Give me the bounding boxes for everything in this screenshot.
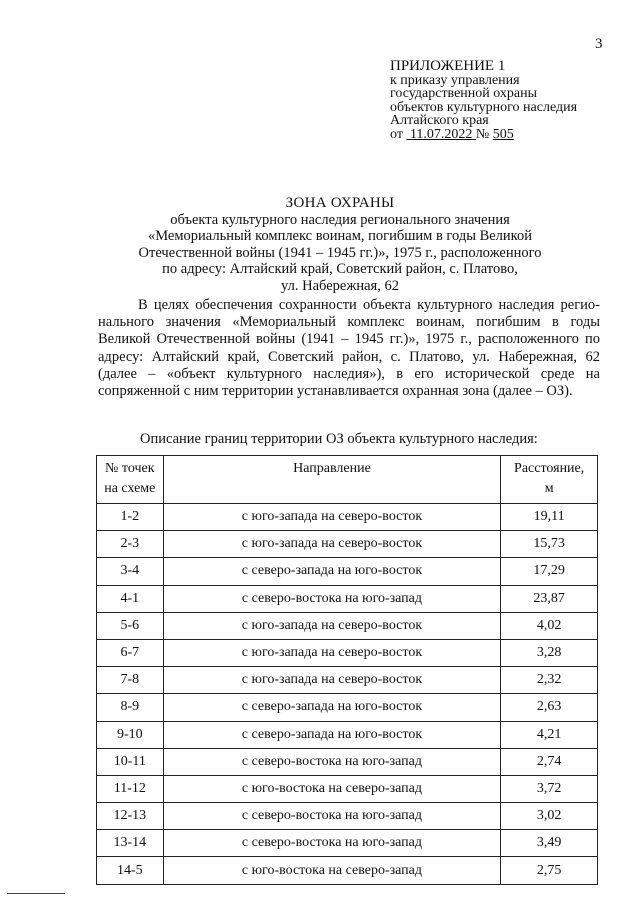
table-row (97, 585, 598, 612)
order-number: 505 (492, 126, 514, 142)
cell-direction: с северо-востока на юго-запад (163, 830, 501, 857)
document-heading (100, 195, 580, 294)
table-row (97, 558, 598, 585)
cell-direction: с северо-запада на юго-восток (163, 558, 501, 585)
appendix-title: ПРИЛОЖЕНИЕ 1 (390, 58, 506, 74)
table-row (97, 803, 598, 830)
cell-points: 10-11 (97, 748, 164, 775)
header-distance: Расстояние, м (501, 456, 598, 504)
table-row (97, 531, 598, 558)
cell-direction: с юго-запада на северо-восток (163, 639, 501, 666)
table-header-row (97, 456, 598, 504)
cell-points: 1-2 (97, 504, 164, 531)
cell-direction: с северо-востока на юго-запад (163, 748, 501, 775)
appendix-line: Алтайского края (390, 113, 489, 128)
cell-points: 13-14 (97, 830, 164, 857)
cell-points: 8-9 (97, 694, 164, 721)
paragraph-line: нального значения «Мемориальный комплекс воинам, погибшим в годы (98, 314, 600, 331)
table-row (97, 612, 598, 639)
cell-points: 14-5 (97, 857, 164, 884)
cell-distance: 3,72 (501, 775, 598, 802)
paragraph-line: сопряженной с ним территории устанавливается охранная зона (далее – ОЗ). (98, 383, 573, 400)
table-row (97, 694, 598, 721)
table-row (97, 504, 598, 531)
appendix-line: к приказу управления (390, 72, 520, 88)
cell-distance: 2,74 (501, 748, 598, 775)
date-prefix: от (390, 126, 403, 142)
paragraph-line: (далее – «объект культурного наследия»), в его исторической среде на (98, 365, 600, 382)
cell-distance: 4,02 (501, 612, 598, 639)
cell-direction: с юго-запада на северо-восток (163, 504, 501, 531)
number-prefix: № (475, 126, 490, 142)
heading-title: ЗОНА ОХРАНЫ (285, 195, 395, 211)
heading-line: Отечественной войны (1941 – 1945 гг.)», 1975 г., расположенного (138, 244, 542, 261)
table-row (97, 721, 598, 748)
cell-distance: 17,29 (501, 558, 598, 585)
cell-distance: 3,02 (501, 803, 598, 830)
appendix-block (390, 60, 577, 141)
cell-distance: 4,21 (501, 721, 598, 748)
boundary-table (96, 455, 598, 885)
page-number: 3 (595, 36, 603, 52)
header-direction: Направление (163, 456, 501, 504)
cell-direction: с юго-востока на северо-запад (163, 775, 501, 802)
heading-line: по адресу: Алтайский край, Советский район, с. Платово, (162, 261, 518, 277)
cell-direction: с юго-запада на северо-восток (163, 667, 501, 694)
appendix-line: государственной охраны (390, 86, 538, 101)
heading-line: ул. Набережная, 62 (281, 277, 399, 294)
cell-points: 7-8 (97, 667, 164, 694)
table-description: Описание границ территории ОЗ объекта культурного наследия: (140, 431, 538, 447)
paragraph-line: Великой Отечественной войны (1941 – 1945 гг.)», 1975 г., расположенного по (98, 331, 600, 348)
cell-direction: с северо-запада на юго-восток (163, 721, 501, 748)
cell-distance: 3,49 (501, 830, 598, 857)
footnote-divider (7, 893, 65, 894)
heading-line: «Мемориальный комплекс воинам, погибшим в годы Великой (147, 228, 532, 244)
cell-distance: 2,32 (501, 667, 598, 694)
table-row (97, 748, 598, 775)
cell-points: 5-6 (97, 612, 164, 639)
cell-distance: 15,73 (501, 531, 598, 558)
cell-distance: 23,87 (501, 585, 598, 612)
appendix-date-line (390, 128, 577, 142)
cell-points: 4-1 (97, 585, 164, 612)
cell-points: 9-10 (97, 721, 164, 748)
cell-distance: 19,11 (501, 504, 598, 531)
header-points: № точек на схеме (97, 456, 164, 504)
table-row (97, 830, 598, 857)
heading-line: объекта культурного наследия регионального значения (170, 211, 510, 228)
cell-distance: 3,28 (501, 639, 598, 666)
paragraph-line: В целях обеспечения сохранности объекта культурного наследия регио- (138, 297, 600, 313)
table-row (97, 775, 598, 802)
table-row (97, 667, 598, 694)
appendix-line: объектов культурного наследия (390, 99, 578, 115)
cell-distance: 2,75 (501, 857, 598, 884)
cell-direction: с северо-запада на юго-восток (163, 694, 501, 721)
cell-points: 3-4 (97, 558, 164, 585)
order-date: 11.07.2022 (409, 126, 473, 142)
cell-points: 2-3 (97, 531, 164, 558)
cell-points: 6-7 (97, 639, 164, 666)
paragraph-line: адресу: Алтайский край, Советский район, с. Платово, ул. Набережная, 62 (98, 348, 600, 365)
body-paragraph (98, 297, 600, 400)
cell-points: 12-13 (97, 803, 164, 830)
cell-direction: с северо-востока на юго-запад (163, 803, 501, 830)
cell-direction: с юго-запада на северо-восток (163, 531, 501, 558)
cell-distance: 2,63 (501, 694, 598, 721)
table-row (97, 639, 598, 666)
cell-points: 11-12 (97, 775, 164, 802)
table-row (97, 857, 598, 884)
cell-direction: с северо-востока на юго-запад (163, 585, 501, 612)
cell-direction: с юго-запада на северо-восток (163, 612, 501, 639)
cell-direction: с юго-востока на северо-запад (163, 857, 501, 884)
